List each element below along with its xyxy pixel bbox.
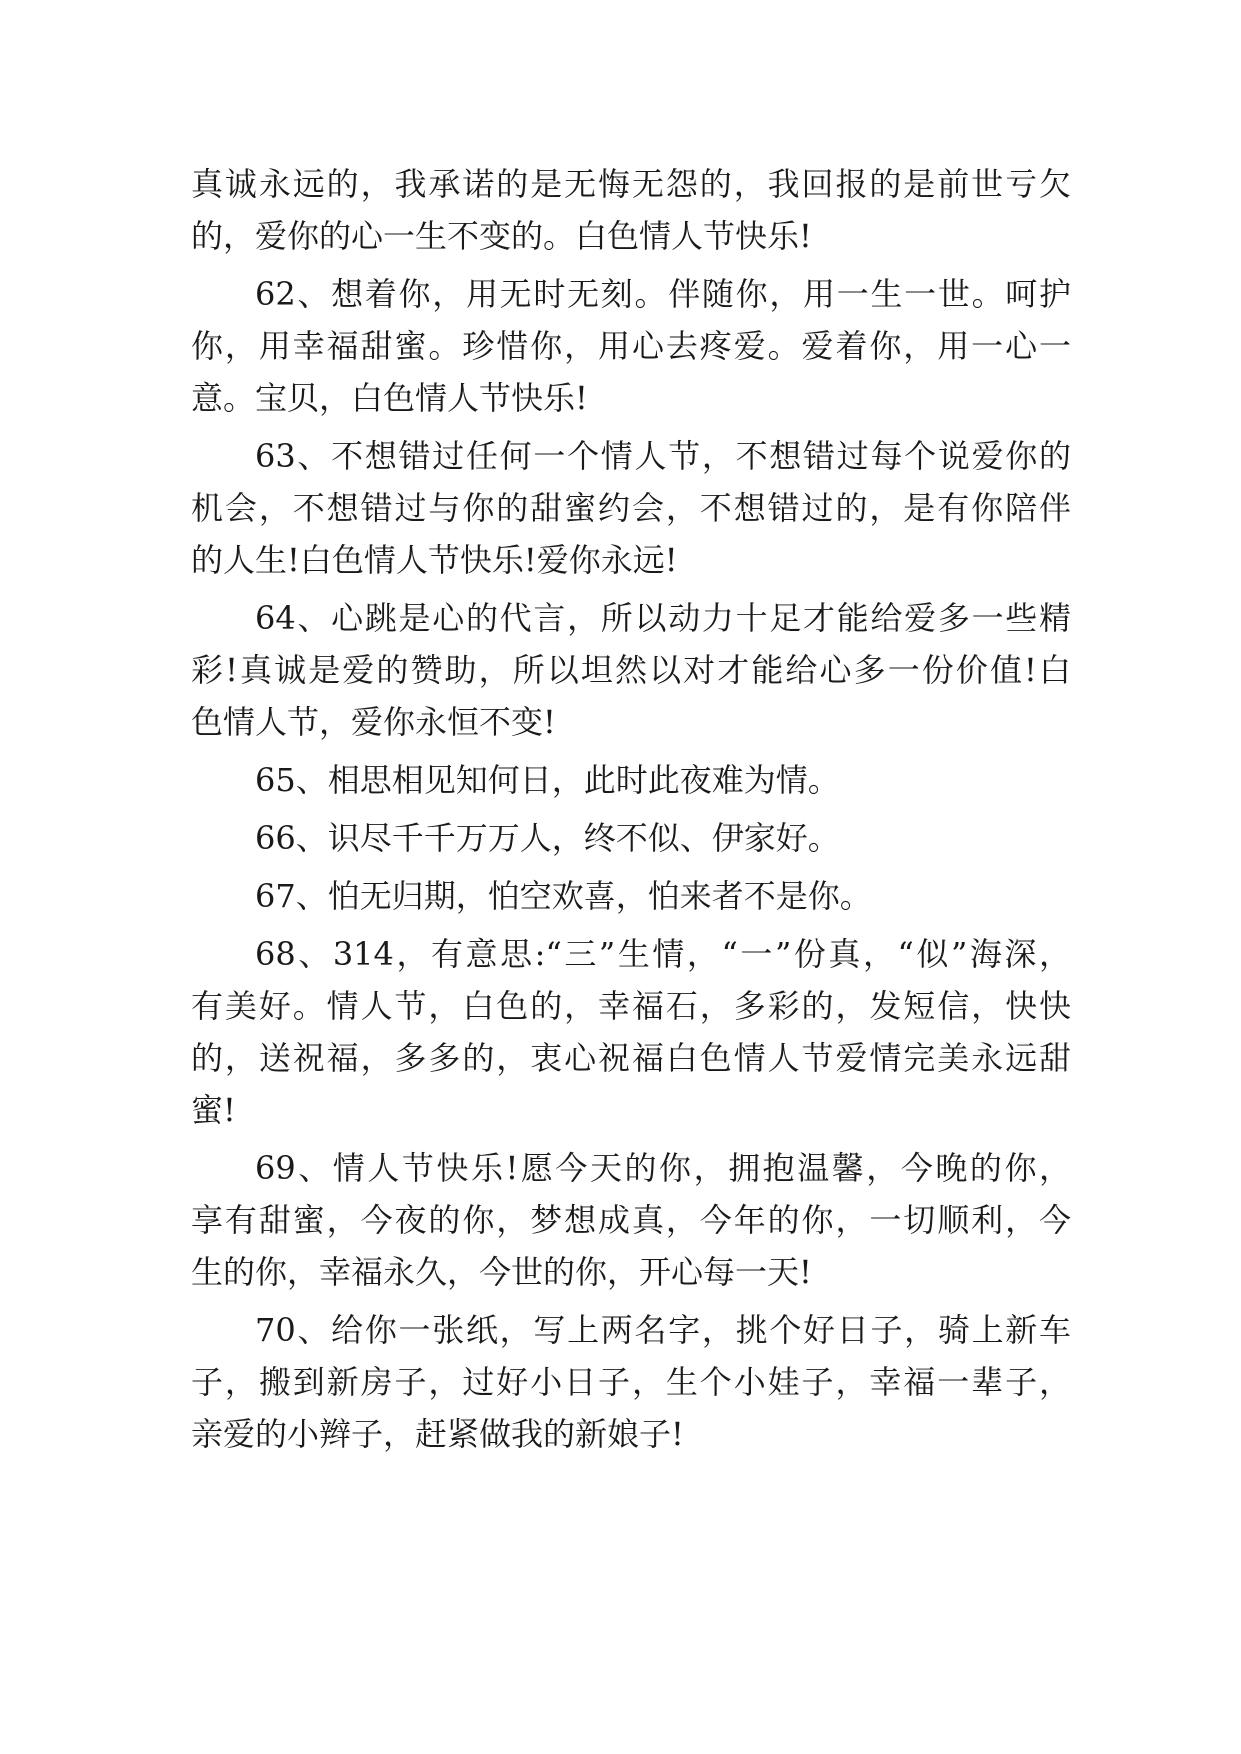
text-line: 有美好。情人节，白色的，幸福石，多彩的，发短信，快快: [191, 987, 1071, 1025]
text-line: 机会，不想错过与你的甜蜜约会，不想错过的，是有你陪伴: [191, 489, 1071, 527]
paragraph-69-line: 69、情人节快乐!愿今天的你，拥抱温馨，今晚的你，: [255, 1149, 1071, 1187]
paragraph-64-line: 64、心跳是心的代言，所以动力十足才能给爱多一些精: [255, 599, 1071, 637]
text-line: 亲爱的小辫子，赶紧做我的新娘子!: [191, 1415, 684, 1453]
paragraph-67-line: 67、怕无归期，怕空欢喜，怕来者不是你。: [255, 877, 872, 915]
text-line: 的，送祝福，多多的，衷心祝福白色情人节爱情完美永远甜: [191, 1039, 1071, 1077]
text-line: 意。宝贝，白色情人节快乐!: [191, 379, 588, 417]
text-line: 的人生!白色情人节快乐!爱你永远!: [191, 541, 678, 579]
text-line: 色情人节，爱你永恒不变!: [191, 703, 556, 741]
text-line: 你，用幸福甜蜜。珍惜你，用心去疼爱。爱着你，用一心一: [191, 327, 1071, 365]
paragraph-63-line: 63、不想错过任何一个情人节，不想错过每个说爱你的: [255, 437, 1071, 475]
text-line: 享有甜蜜，今夜的你，梦想成真，今年的你，一切顺利，今: [191, 1201, 1071, 1239]
text-line: 蜜!: [191, 1091, 236, 1129]
text-line: 真诚永远的，我承诺的是无悔无怨的，我回报的是前世亏欠: [191, 165, 1071, 203]
text-line: 彩!真诚是爱的赞助，所以坦然以对才能给心多一份价值!白: [191, 651, 1071, 689]
paragraph-70-line: 70、给你一张纸，写上两名字，挑个好日子，骑上新车: [255, 1311, 1071, 1349]
paragraph-65-line: 65、相思相见知何日，此时此夜难为情。: [255, 761, 840, 799]
paragraph-62-line: 62、想着你，用无时无刻。伴随你，用一生一世。呵护: [255, 275, 1071, 313]
paragraph-68-line: 68、314，有意思:“三”生情，“一”份真，“似”海深，: [255, 935, 1071, 973]
text-line: 子，搬到新房子，过好小日子，生个小娃子，幸福一辈子，: [191, 1363, 1071, 1401]
paragraph-66-line: 66、识尽千千万万人，终不似、伊家好。: [255, 819, 840, 857]
text-line: 生的你，幸福永久，今世的你，开心每一天!: [191, 1253, 812, 1291]
text-line: 的，爱你的心一生不变的。白色情人节快乐!: [191, 217, 812, 255]
